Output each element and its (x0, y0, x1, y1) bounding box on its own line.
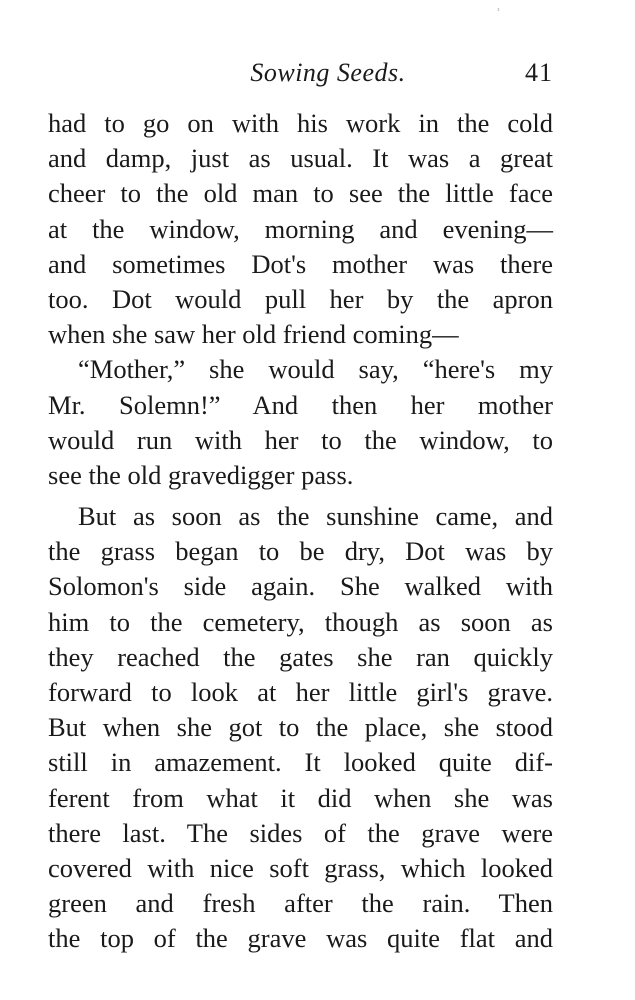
text-line: cheer to the old man to see the little face (48, 178, 553, 209)
text-line: when she saw her old friend coming— (48, 319, 459, 350)
text-line: But when she got to the place, she stood (48, 712, 553, 743)
text-line: would run with her to the window, to (48, 424, 553, 455)
text-line: covered with nice soft grass, which looked (48, 852, 553, 883)
text-line: had to go on with his work in the cold (48, 108, 553, 138)
text-line: ferent from what it did when she was (48, 782, 553, 813)
text-line: Mr. Solemn!” And then her mother (48, 389, 553, 420)
text-line: the grass began to be dry, Dot was by (48, 536, 553, 567)
text-line: and sometimes Dot's mother was there (48, 248, 553, 279)
page-number: 41 (525, 58, 553, 87)
text-line: forward to look at her little girl's grave. (48, 677, 553, 707)
text-line: see the old gravedigger pass. (48, 459, 354, 490)
text-line: too. Dot would pull her by the apron (48, 283, 553, 314)
text-line: there last. The sides of the grave were (48, 817, 553, 848)
text-line: still in amazement. It looked quite dif- (48, 747, 553, 778)
text-line: Solomon's side again. She walked with (48, 571, 553, 602)
text-line: green and fresh after the rain. Then (48, 888, 553, 919)
text-line: “Mother,” she would say, “here's my (78, 354, 553, 385)
text-line: him to the cemetery, though as soon as (48, 606, 553, 637)
body-text (48, 106, 553, 957)
text-line: the top of the grave was quite flat and (48, 923, 553, 954)
text-line: and damp, just as usual. It was a great (48, 143, 553, 174)
margin-mark: ʾ (497, 6, 501, 20)
text-line: they reached the gates she ran quickly (48, 641, 553, 672)
text-line: But as soon as the sunshine came, and (78, 501, 553, 532)
running-title: Sowing Seeds. (250, 58, 406, 87)
running-header (48, 58, 553, 92)
text-line: at the window, morning and evening— (48, 213, 553, 244)
